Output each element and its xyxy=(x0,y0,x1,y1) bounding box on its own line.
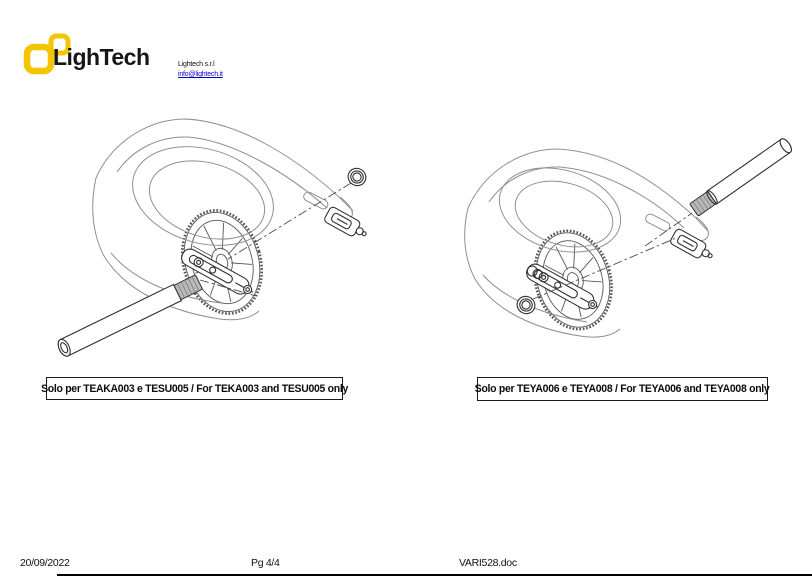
caption-right-box xyxy=(477,377,768,401)
axle-block-left xyxy=(323,206,370,242)
axle-nut-left xyxy=(345,165,369,189)
footer-rule xyxy=(57,574,812,576)
caption-left-text: Solo per TEAKA003 e TESU005 / For TEKA003 and TESU005 only xyxy=(41,382,348,395)
diagram-right xyxy=(450,128,800,370)
axle-nut-right xyxy=(514,293,538,317)
wheel-axle-right xyxy=(689,137,793,217)
company-name: Lightech s.r.l xyxy=(178,61,215,68)
footer-page-number: Pg 4/4 xyxy=(251,557,280,569)
caption-left-box xyxy=(41,377,348,400)
caption-right-text: Solo per TEYA006 e TEYA008 / For TEYA006 and TEYA008 only xyxy=(475,383,770,395)
wheel-axle-left xyxy=(56,274,203,358)
logo-wordmark: LighTech xyxy=(53,44,150,70)
footer-date: 20/09/2022 xyxy=(20,557,70,569)
email-link[interactable]: info@lightech.it xyxy=(178,71,223,78)
diagram-left xyxy=(30,105,390,375)
footer-file-name: VARI528.doc xyxy=(459,557,517,569)
